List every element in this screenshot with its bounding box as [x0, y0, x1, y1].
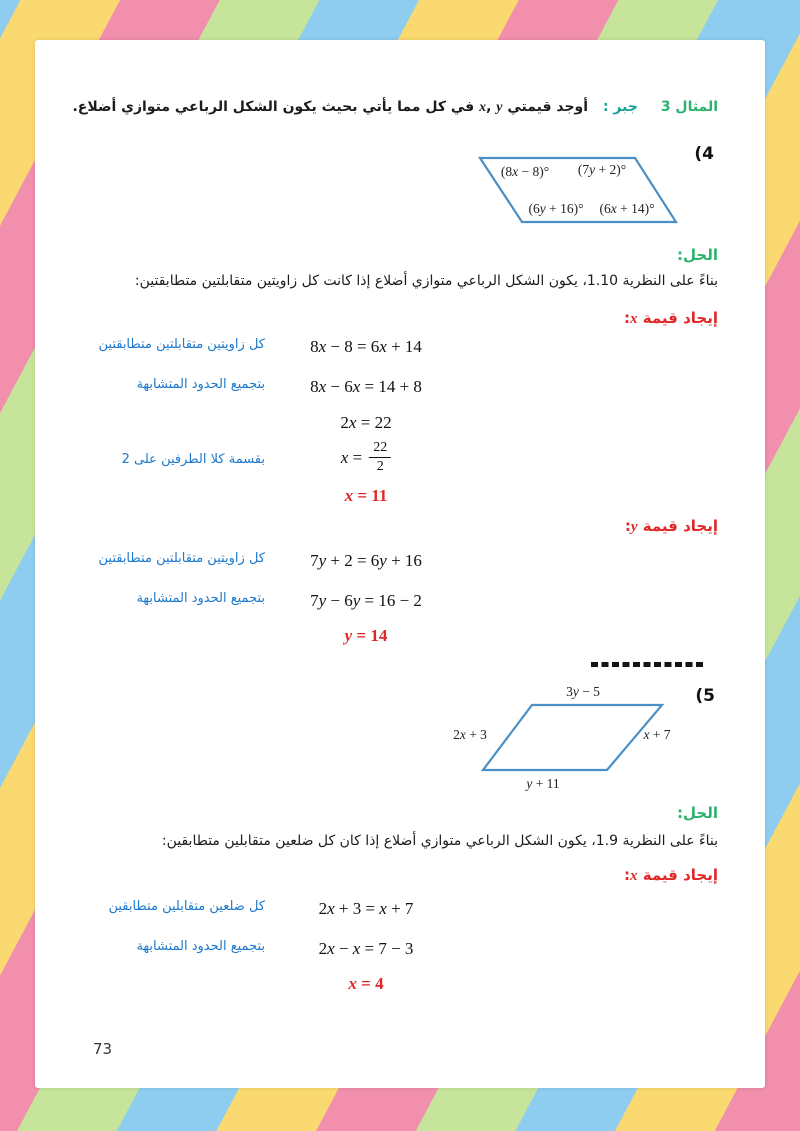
result-x-value-5: x = 4 — [348, 974, 384, 993]
solution-step-row — [35, 939, 765, 971]
angle-label-bottom-left: (6y + 16)° — [528, 201, 584, 216]
example-label: المثال 3 — [660, 99, 718, 115]
result-row — [35, 486, 765, 518]
part-4-number: (4 — [694, 144, 714, 164]
equation: 8x − 6x = 14 + 8 — [310, 377, 422, 396]
fraction-numerator: 22 — [369, 441, 391, 458]
solution-step-row — [35, 377, 765, 409]
solution-label-4: الحل: — [677, 246, 718, 264]
angle-label-top-left: (8x − 8)° — [500, 164, 550, 179]
side-label-bottom: y + 11 — [526, 776, 560, 791]
theorem-statement-4: بناءً على النظرية 1.10، يكون الشكل الرباعي متوازي أضلاع إذا كانت كل زاويتين متقابلتين متطابقتين: — [134, 273, 718, 289]
find-y-heading-4: إيجاد قيمة y: — [624, 517, 718, 535]
result-row — [35, 626, 765, 658]
angle-label-bottom-right: (6x + 14)° — [599, 201, 655, 216]
equation: 7y + 2 = 6y + 16 — [310, 551, 422, 570]
part-5-number: (5 — [695, 686, 715, 706]
page-number: 73 — [93, 1040, 113, 1058]
step-reason: كل زاويتين متقابلتين متطابقتين — [98, 551, 265, 566]
result-y-value-4: y = 14 — [344, 626, 388, 645]
page-sheet — [35, 40, 765, 1088]
example-header — [72, 95, 718, 120]
equation: 2x + 3 = x + 7 — [318, 899, 414, 918]
dashed-separator — [591, 662, 703, 667]
solution-step-row — [35, 899, 765, 931]
theorem-statement-5: بناءً على النظرية 1.9، يكون الشكل الرباعي متوازي أضلاع إذا كان كل ضلعين متقابلين متطابقين: — [161, 833, 718, 849]
equation-lhs: x = — [340, 447, 363, 467]
equation: 2x − x = 7 − 3 — [318, 939, 414, 958]
solution-step-row — [35, 551, 765, 583]
equation: 8x − 8 = 6x + 14 — [310, 337, 422, 356]
step-reason: بتجميع الحدود المتشابهة — [136, 939, 265, 954]
angle-label-top-right: (7y + 2)° — [577, 162, 627, 177]
step-reason: بتجميع الحدود المتشابهة — [136, 377, 265, 392]
find-x-heading-4: إيجاد قيمة x: — [624, 309, 718, 327]
step-reason: كل زاويتين متقابلتين متطابقتين — [98, 337, 265, 352]
side-label-right: x + 7 — [643, 727, 671, 742]
side-label-top: 3y − 5 — [566, 684, 600, 699]
problem-prompt: أوجد قيمتي x, y في كل مما يأتي بحيث يكون الشكل الرباعي متوازي أضلاع. — [72, 99, 589, 115]
solution-label-5: الحل: — [677, 804, 718, 822]
equation-with-fraction — [341, 441, 391, 474]
side-label-left: 2x + 3 — [453, 727, 487, 742]
topic-label: جبر : — [602, 99, 638, 115]
equation: 7y − 6y = 16 − 2 — [310, 591, 422, 610]
result-row — [35, 974, 765, 1006]
step-reason: بتجميع الحدود المتشابهة — [136, 591, 265, 606]
solution-step-row — [35, 441, 765, 481]
step-reason: كل ضلعين متقابلين متطابقين — [108, 899, 265, 914]
fraction-denominator: 2 — [376, 459, 384, 474]
equation: 2x = 22 — [340, 413, 392, 432]
find-x-heading-5: إيجاد قيمة x: — [624, 866, 718, 884]
step-reason: بقسمة كلا الطرفين على 2 — [121, 452, 265, 467]
fraction — [369, 441, 391, 474]
solution-step-row — [35, 591, 765, 623]
result-x-value-4: x = 11 — [344, 486, 388, 505]
solution-step-row — [35, 337, 765, 369]
